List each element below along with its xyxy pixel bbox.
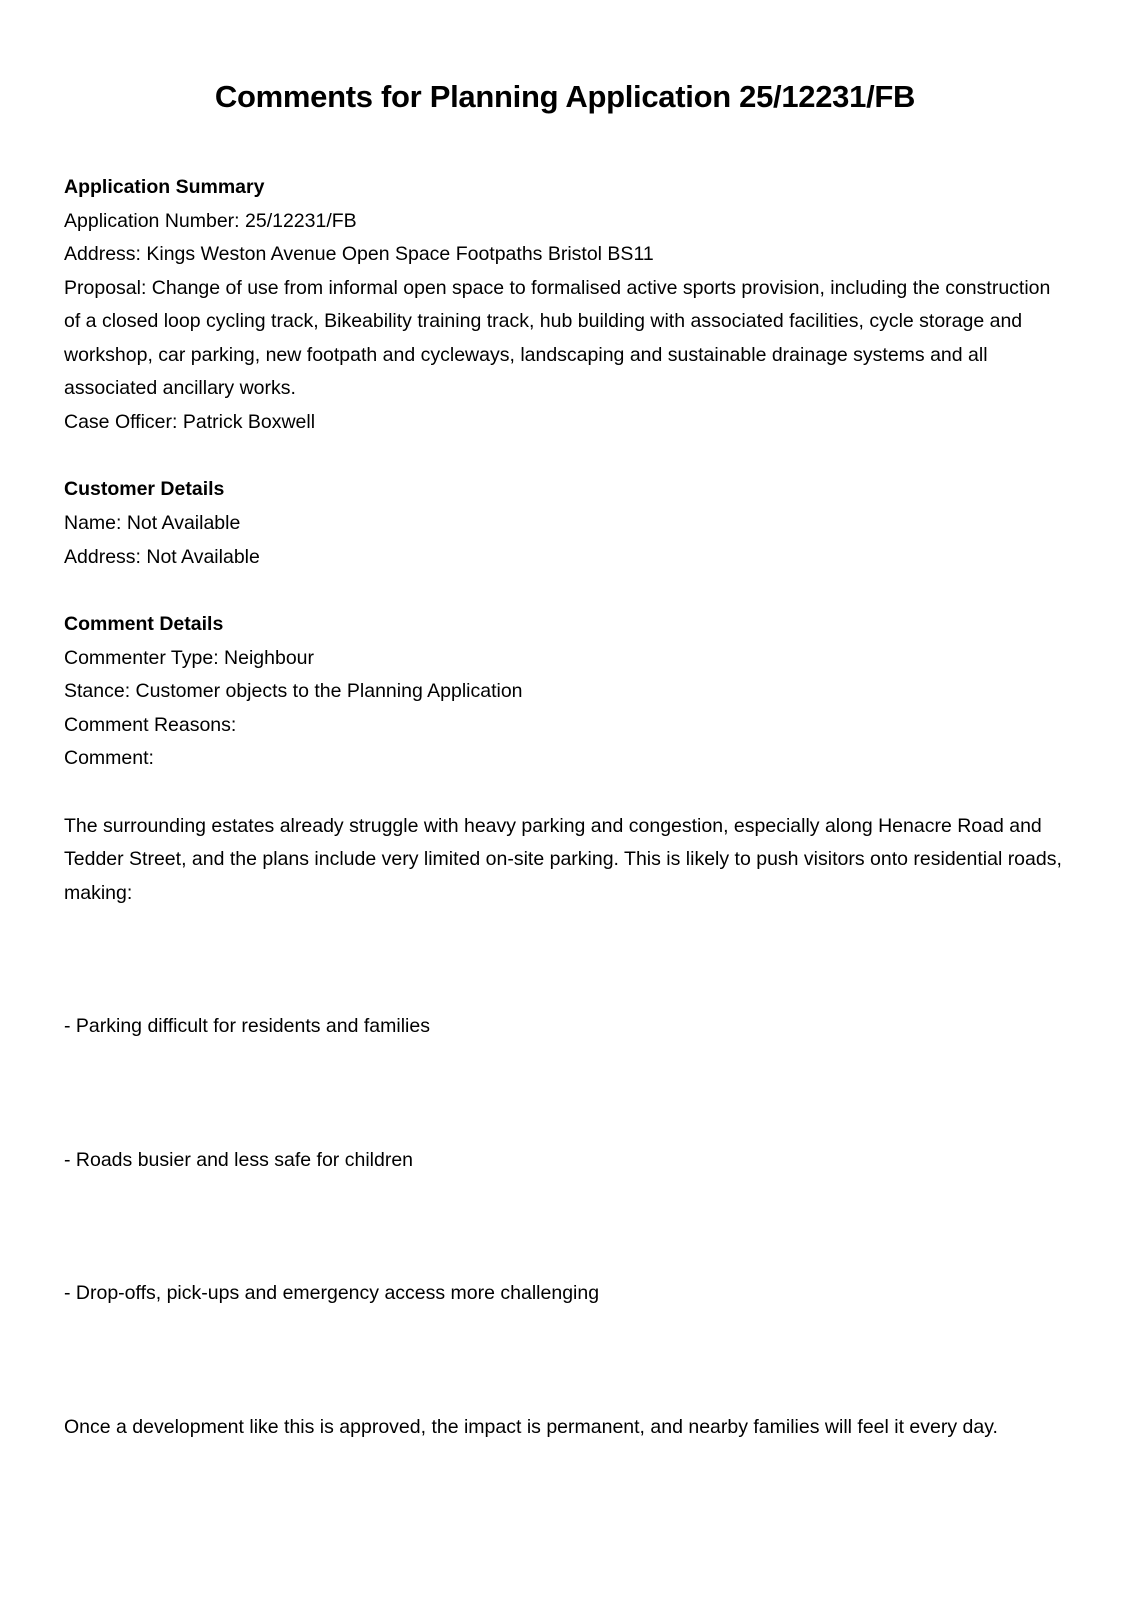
customer-details-heading: Customer Details — [64, 478, 225, 501]
comment-bullet-2: - Roads busier and less safe for children — [64, 1148, 414, 1171]
customer-details-section — [64, 473, 1066, 574]
comment-reasons-line: Comment Reasons: — [64, 713, 237, 736]
application-summary-section — [64, 171, 1066, 439]
application-number-line: Application Number: 25/12231/FB — [64, 209, 357, 232]
comment-spacer — [64, 1311, 1066, 1411]
comment-label-line: Comment: — [64, 747, 154, 770]
case-officer-line: Case Officer: Patrick Boxwell — [64, 410, 316, 433]
comment-closing-paragraph: Once a development like this is approved, the impact is permanent, and nearby families will feel it every day. — [64, 1415, 998, 1438]
comment-intro-paragraph: The surrounding estates already struggle with heavy parking and congestion, especially along Henacre Road and Tedder Street, and the plans include very limited on-site parking. This is likely to push visitors onto residential roads, making: — [64, 814, 1062, 904]
customer-address-line: Address: Not Available — [64, 545, 260, 568]
comment-body — [64, 810, 1066, 1445]
comment-bullet-1: - Parking difficult for residents and families — [64, 1015, 430, 1038]
comment-spacer — [64, 910, 1066, 1010]
comment-details-heading: Comment Details — [64, 613, 224, 636]
customer-name-line: Name: Not Available — [64, 511, 241, 534]
page-title: Comments for Planning Application 25/12231/FB — [214, 79, 916, 114]
comment-details-section — [64, 608, 1066, 776]
application-proposal-line: Proposal: Change of use from informal open space to formalised active sports provision, including the construction of a closed loop cycling track, Bikeability training track, hub building with associated facilities, cycle storage and workshop, car parking, new footpath and cycleways, landscaping and sustainable drainage systems and all associated ancillary works. — [64, 276, 1051, 400]
stance-line: Stance: Customer objects to the Planning Application — [64, 680, 523, 703]
comment-body-spacer — [64, 776, 1066, 810]
application-summary-heading: Application Summary — [64, 176, 265, 199]
comment-spacer — [64, 1177, 1066, 1277]
application-address-line: Address: Kings Weston Avenue Open Space Footpaths Bristol BS11 — [64, 243, 654, 266]
comment-bullet-3: - Drop-offs, pick-ups and emergency access more challenging — [64, 1282, 600, 1305]
comment-spacer — [64, 1044, 1066, 1144]
commenter-type-line: Commenter Type: Neighbour — [64, 646, 315, 669]
section-spacer — [64, 439, 1066, 473]
section-spacer — [64, 574, 1066, 608]
